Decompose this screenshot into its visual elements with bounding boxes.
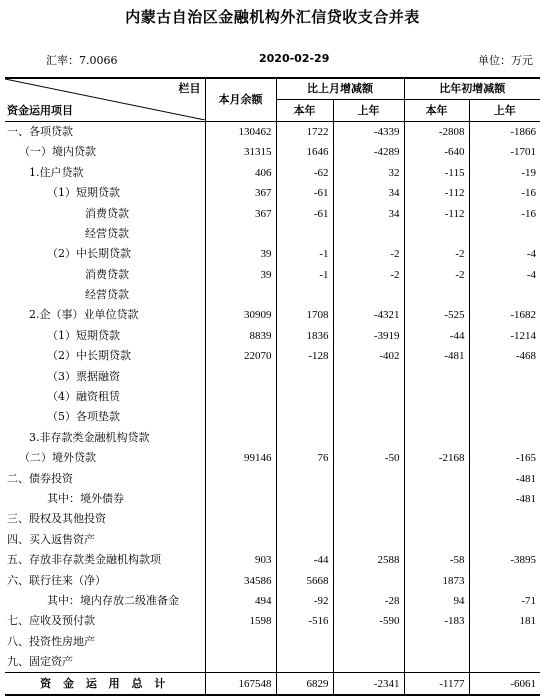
table-row [5,387,540,407]
corner-bottom-label: 资金运用项目 [7,103,73,117]
cell-y2: -16 [521,207,536,220]
cell-y1 [404,530,469,550]
cell-m1: -516 [276,611,333,631]
row-label: （一）境内贷款 [5,142,205,162]
cell-bal: 34586 [205,570,276,590]
cell-y2: -1682 [510,309,536,322]
cell-y1: -2168 [404,448,469,468]
cell-y1: -183 [404,611,469,631]
table-row [5,591,540,611]
table-row [5,509,540,529]
total-row [5,673,540,695]
month-change-header: 比上月增减额 [276,78,404,100]
row-label: 经营贷款 [5,224,205,244]
cell-m1 [276,632,333,652]
cell-m1: -61 [276,183,333,203]
cell-y1: -2808 [404,121,469,142]
cell-bal [205,530,276,550]
cell-y1 [404,652,469,673]
cell-m1: -1 [276,265,333,285]
cell-y2 [469,652,540,673]
cell-y1 [404,468,469,488]
table-row [5,448,540,468]
cell-m1: -128 [276,346,333,366]
cell-m2: -2 [333,265,404,285]
cell-m1: -62 [276,163,333,183]
cell-m2: -4339 [333,121,404,142]
cell-m1: 1722 [276,121,333,142]
cell-m2 [333,366,404,386]
row-label: 七、应收及预付款 [5,611,205,631]
row-label: 四、买入返售资产 [5,530,205,550]
report-date: 2020-02-29 [259,52,330,65]
cell-m1 [276,468,333,488]
cell-y1 [404,428,469,448]
cell-m2: 34 [333,203,404,223]
row-label: 二、债券投资 [5,468,205,488]
cell-m1 [276,224,333,244]
cell-m2 [333,468,404,488]
cell-y1: -481 [404,346,469,366]
cell-m1 [276,407,333,427]
table-row [5,244,540,264]
cell-y1 [404,387,469,407]
cell-y2 [469,428,540,448]
cell-y1: -112 [404,203,469,223]
cell-bal: 39 [205,244,276,264]
total-bal: 167548 [205,673,276,695]
cell-m2: -4321 [333,305,404,325]
cell-bal [205,285,276,305]
row-label: 消费贷款 [5,203,205,223]
cell-m2: 2588 [333,550,404,570]
cell-m2 [333,570,404,590]
row-label: （1）短期贷款 [5,326,205,346]
cell-bal [205,468,276,488]
row-label: 3.非存款类金融机构贷款 [5,428,205,448]
cell-y2: -4 [526,268,536,281]
cell-y2: -1214 [510,329,536,342]
row-label: 一、各项贷款 [5,121,205,142]
row-label: 其中：境内存放二级准备金 [5,591,205,611]
cell-bal: 8839 [205,326,276,346]
cell-y1: -115 [404,163,469,183]
cell-y2: -16 [521,187,536,200]
row-label: 八、投资性房地产 [5,632,205,652]
cell-y2: -71 [521,594,536,607]
cell-m2 [333,407,404,427]
row-label: （二）境外贷款 [5,448,205,468]
cell-bal: 1598 [205,611,276,631]
row-label: 经营贷款 [5,285,205,305]
month-this-year-header: 本年 [276,100,333,121]
cell-bal: 367 [205,203,276,223]
balance-header: 本月余额 [205,78,276,121]
table-row [5,346,540,366]
cell-bal: 367 [205,183,276,203]
cell-y2 [469,285,540,305]
cell-y2: -3895 [510,554,536,567]
cell-y1 [404,224,469,244]
cell-m1 [276,366,333,386]
row-label: 五、存放非存款类金融机构款项 [5,550,205,570]
cell-y2 [469,407,540,427]
table-row [5,285,540,305]
cell-y1 [404,632,469,652]
cell-m1: -1 [276,244,333,264]
cell-m2: -402 [333,346,404,366]
cell-bal [205,366,276,386]
cell-m1 [276,285,333,305]
cell-y2: -481 [515,493,536,505]
cell-y1 [404,285,469,305]
cell-bal [205,407,276,427]
cell-bal: 130462 [205,121,276,142]
row-label: 2.企（事）业单位贷款 [5,305,205,325]
row-label: （2）中长期贷款 [5,346,205,366]
cell-bal: 39 [205,265,276,285]
year-change-header: 比年初增减额 [404,78,540,100]
cell-bal: 22070 [205,346,276,366]
row-label: 六、联行往来（净） [5,570,205,590]
cell-y2: -481 [515,472,536,485]
table-row [5,163,540,183]
cell-y2 [469,530,540,550]
cell-y1: -44 [404,326,469,346]
cell-m2: -28 [333,591,404,611]
table-row [5,326,540,346]
report-title: 内蒙古自治区金融机构外汇信贷收支合并表 [125,8,420,26]
table-row [5,121,540,142]
row-label: （4）融资租赁 [5,387,205,407]
total-y1: -1177 [404,673,469,695]
table-row [5,489,540,509]
cell-m1 [276,387,333,407]
row-label: 三、股权及其他投资 [5,509,205,529]
unit-label: 单位：万元 [478,54,533,67]
cell-m2 [333,489,404,509]
row-label: 九、固定资产 [5,652,205,673]
cell-bal [205,489,276,509]
table-row [5,530,540,550]
exchange-rate: 汇率：7.0066 [46,54,118,67]
cell-y1 [404,509,469,529]
table-row [5,652,540,673]
cell-y1: -2 [404,244,469,264]
cell-bal: 30909 [205,305,276,325]
cell-m1: -92 [276,591,333,611]
table-row [5,407,540,427]
cell-y2: -4 [526,248,536,261]
cell-m2: -4289 [333,142,404,162]
cell-m2 [333,652,404,673]
cell-m1: 1646 [276,142,333,162]
table-row [5,224,540,244]
total-m2: -2341 [333,673,404,695]
cell-y1: -58 [404,550,469,570]
cell-y2 [469,509,540,529]
total-label: 资 金 运 用 总 计 [5,673,205,695]
cell-y1: 94 [404,591,469,611]
cell-y2: -19 [521,166,536,179]
cell-bal [205,387,276,407]
cell-bal [205,509,276,529]
cell-bal [205,428,276,448]
cell-m1: 5668 [276,570,333,590]
cell-y2: -1866 [510,125,536,138]
table-row [5,265,540,285]
row-label: 1.住户贷款 [5,163,205,183]
table-row [5,428,540,448]
corner-header [5,78,205,121]
cell-m2 [333,632,404,652]
cell-m2: -2 [333,244,404,264]
cell-m1: 1708 [276,305,333,325]
cell-m2 [333,509,404,529]
cell-m1: 1836 [276,326,333,346]
cell-y1 [404,366,469,386]
cell-bal [205,224,276,244]
ystart-last-year-header: 上年 [469,100,540,121]
cell-m1 [276,530,333,550]
cell-m2 [333,285,404,305]
row-label: （2）中长期贷款 [5,244,205,264]
cell-bal: 406 [205,163,276,183]
table-row [5,550,540,570]
ystart-this-year-header: 本年 [404,100,469,121]
cell-y1: -525 [404,305,469,325]
table-row [5,142,540,162]
month-last-year-header: 上年 [333,100,404,121]
cell-y2: 181 [519,615,536,628]
row-label: 其中：境外债券 [5,489,205,509]
cell-y2: -165 [515,452,536,465]
cell-y2: -468 [515,350,536,363]
cell-m2 [333,428,404,448]
cell-bal: 99146 [205,448,276,468]
total-y2: -6061 [469,673,540,695]
cell-y1: 1873 [404,570,469,590]
cell-m1 [276,489,333,509]
cell-bal [205,652,276,673]
table-row [5,183,540,203]
cell-y2 [469,366,540,386]
row-label: 消费贷款 [5,265,205,285]
cell-m2: -50 [333,448,404,468]
cell-y1: -112 [404,183,469,203]
cell-bal: 494 [205,591,276,611]
cell-y1: -640 [404,142,469,162]
cell-bal: 903 [205,550,276,570]
cell-y2 [469,570,540,590]
cell-m1: -61 [276,203,333,223]
row-label: （3）票据融资 [5,366,205,386]
table-row [5,611,540,631]
cell-y2 [469,224,540,244]
table-row [5,305,540,325]
fx-credit-table [5,77,540,696]
cell-y2 [469,632,540,652]
corner-top-label: 栏目 [178,82,201,95]
table-row [5,203,540,223]
cell-m2 [333,224,404,244]
row-label: （1）短期贷款 [5,183,205,203]
cell-y1 [404,489,469,509]
cell-bal: 31315 [205,142,276,162]
cell-y1 [404,407,469,427]
cell-m1: -44 [276,550,333,570]
cell-m2 [333,530,404,550]
total-m1: 6829 [276,673,333,695]
cell-m2: -3919 [333,326,404,346]
cell-y2: -1701 [510,146,536,159]
cell-m1: 76 [276,448,333,468]
table-row [5,632,540,652]
cell-m2: -590 [333,611,404,631]
cell-m2 [333,387,404,407]
cell-m1 [276,428,333,448]
cell-y1: -2 [404,265,469,285]
table-row [5,468,540,488]
row-label: （5）各项垫款 [5,407,205,427]
cell-m2: 32 [333,163,404,183]
table-row [5,366,540,386]
cell-m2: 34 [333,183,404,203]
cell-bal [205,632,276,652]
cell-m1 [276,652,333,673]
cell-m1 [276,509,333,529]
cell-y2 [469,387,540,407]
table-row [5,570,540,590]
